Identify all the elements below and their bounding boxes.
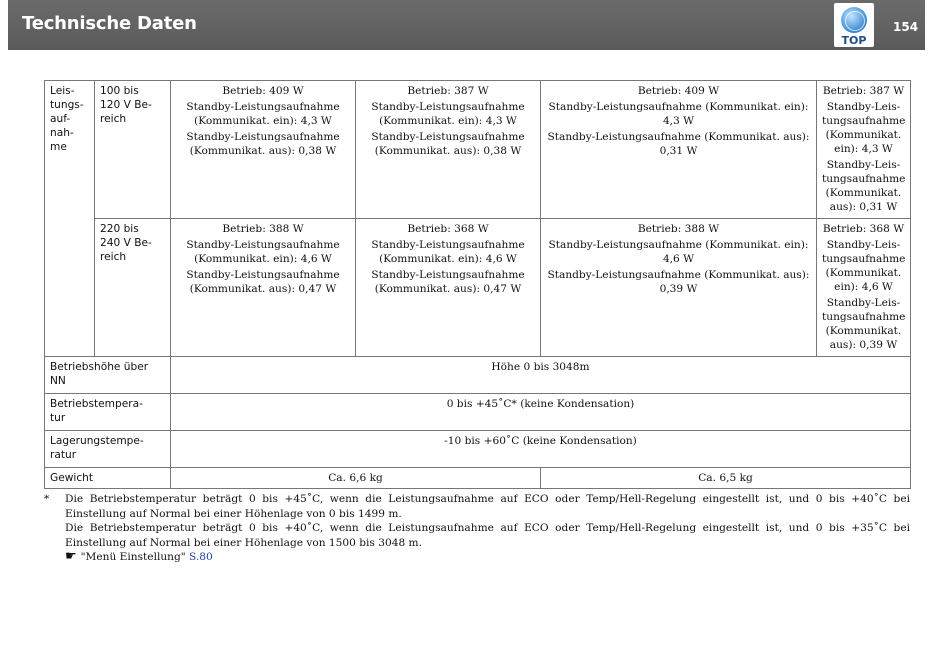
range-label: 100 bis 120 V Be- reich — [95, 81, 171, 219]
cross-reference — [65, 550, 910, 565]
table-row — [45, 431, 911, 468]
footnote-marker: * — [44, 493, 50, 505]
page-number: 154 — [893, 20, 919, 34]
storage-temperature-label: Lagerungstempe- ratur — [45, 431, 171, 468]
top-button[interactable] — [834, 3, 874, 47]
power-value-cell: Betrieb: 387 W Standby-Leistungsaufnahme (Kommunikat. ein): 4,3 W Standby-Leistungsaufnahme (Kommunikat. aus): 0,38 W — [356, 81, 541, 219]
power-value-cell: Betrieb: 388 W Standby-Leistungsaufnahme (Kommunikat. ein): 4,6 W Standby-Leistungsaufnahme (Kommunikat. aus): 0,39 W — [541, 219, 817, 357]
table-row — [45, 357, 911, 394]
table-row — [45, 81, 911, 219]
operating-temperature-label: Betriebstempera- tur — [45, 394, 171, 431]
footnote-text-1: Die Betriebstemperatur beträgt 0 bis +45˚C, wenn die Leistungsaufnahme auf ECO oder Temp/Hell-Regelung eingestellt ist, und 0 bis +40˚C bei Einstellung auf Normal bei einer Höhenlage von 0 bis 1499 m. — [65, 493, 910, 520]
pointing-hand-icon: ☛ — [65, 549, 77, 564]
footnote-text-2: Die Betriebstemperatur beträgt 0 bis +40˚C, wenn die Leistungsaufnahme auf ECO oder Temp/Hell-Regelung eingestellt ist, und 0 bis +35˚C bei Einstellung auf Normal bei einer Höhenlage von 1500 bis 3048 m. — [65, 522, 910, 549]
top-label: TOP — [841, 34, 867, 47]
power-value-cell: Betrieb: 409 W Standby-Leistungsaufnahme (Kommunikat. ein): 4,3 W Standby-Leistungsaufnahme (Kommunikat. aus): 0,38 W — [171, 81, 356, 219]
weight-value: Ca. 6,5 kg — [541, 468, 911, 489]
reference-text: "Menü Einstellung" — [80, 551, 186, 563]
table-row — [45, 394, 911, 431]
power-value-cell: Betrieb: 387 W Standby-Leis- tungsaufnahme (Kommunikat. ein): 4,3 W Standby-Leis- tungsaufnahme (Kommunikat. aus): 0,31 W — [817, 81, 911, 219]
table-row — [45, 219, 911, 357]
power-label: Leis- tungs- auf- nah- me — [45, 81, 95, 357]
altitude-label: Betriebshöhe über NN — [45, 357, 171, 394]
spec-table — [44, 80, 911, 489]
page-link[interactable]: S.80 — [189, 551, 213, 563]
storage-temperature-value: -10 bis +60˚C (keine Kondensation) — [171, 431, 911, 468]
range-label: 220 bis 240 V Be- reich — [95, 219, 171, 357]
power-value-cell: Betrieb: 368 W Standby-Leis- tungsaufnahme (Kommunikat. ein): 4,6 W Standby-Leis- tungsaufnahme (Kommunikat. aus): 0,39 W — [817, 219, 911, 357]
power-value-cell: Betrieb: 388 W Standby-Leistungsaufnahme (Kommunikat. ein): 4,6 W Standby-Leistungsaufnahme (Kommunikat. aus): 0,47 W — [171, 219, 356, 357]
power-value-cell: Betrieb: 409 W Standby-Leistungsaufnahme (Kommunikat. ein): 4,3 W Standby-Leistungsaufnahme (Kommunikat. aus): 0,31 W — [541, 81, 817, 219]
altitude-value: Höhe 0 bis 3048m — [171, 357, 911, 394]
disc-ring — [845, 11, 865, 31]
power-value-cell: Betrieb: 368 W Standby-Leistungsaufnahme (Kommunikat. ein): 4,6 W Standby-Leistungsaufnahme (Kommunikat. aus): 0,47 W — [356, 219, 541, 357]
table-row — [45, 468, 911, 489]
weight-label: Gewicht — [45, 468, 171, 489]
operating-temperature-value: 0 bis +45˚C* (keine Kondensation) — [171, 394, 911, 431]
page-title: Technische Daten — [22, 13, 197, 34]
page-header — [8, 0, 925, 50]
weight-value: Ca. 6,6 kg — [171, 468, 541, 489]
footnotes — [44, 492, 910, 565]
